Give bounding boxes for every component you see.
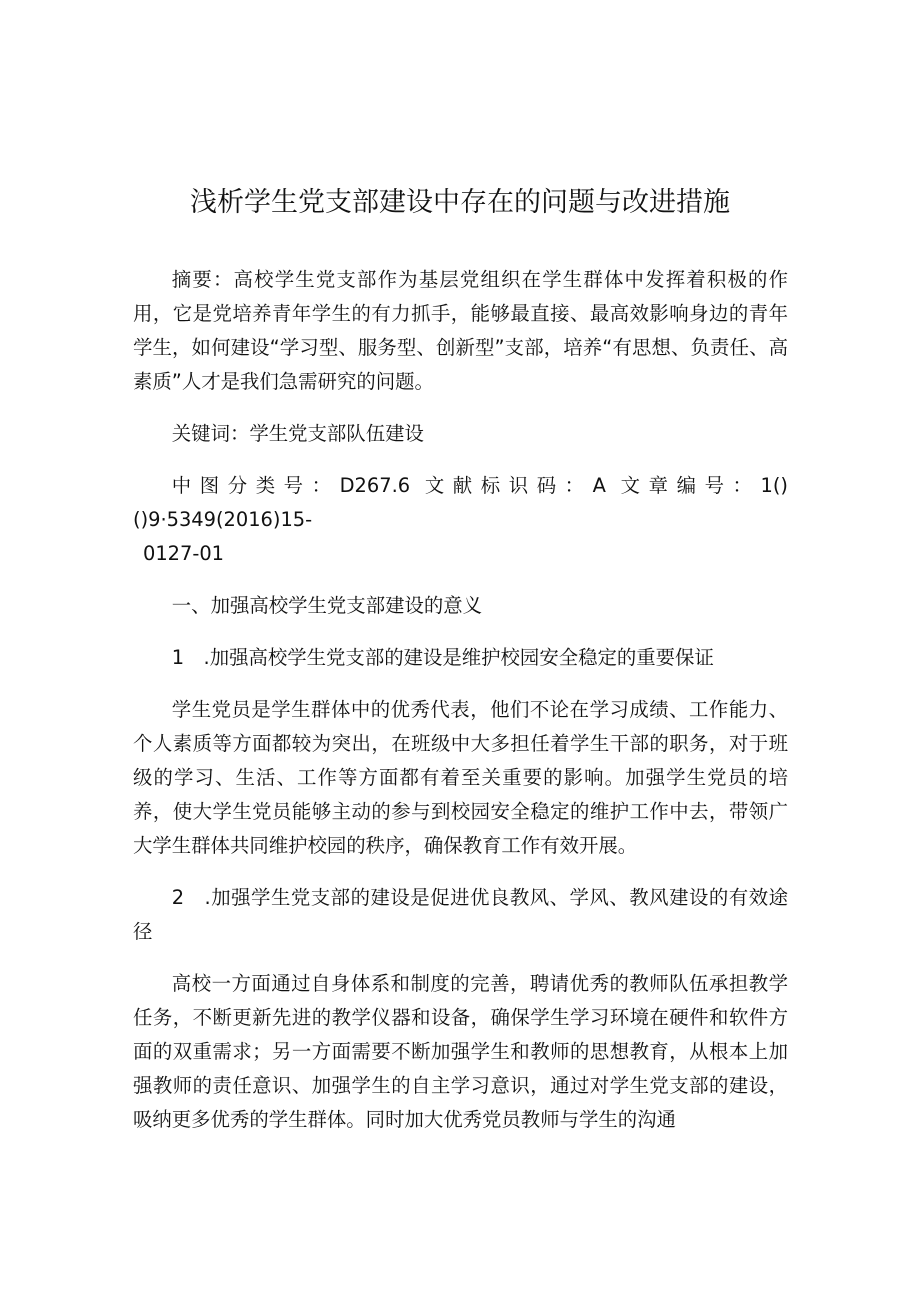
subsection-2-heading: 2 .加强学生党支部的建设是促进优良教风、学风、教风建设的有效途径 xyxy=(133,886,788,943)
section-1-heading: 一、加强高校学生党支部建设的意义 xyxy=(171,594,483,617)
classification-line-1: 中图分类号：D267.6 文献标识码：A 文章编号：1()()9·5349(2016)15- xyxy=(133,474,788,531)
classification-line-2: 0127-01 xyxy=(143,542,225,565)
document-body xyxy=(133,263,788,1155)
subsection-1-heading: 1 .加强高校学生党支部的建设是维护校园安全稳定的重要保证 xyxy=(171,646,714,669)
subsection-1-paragraph: 学生党员是学生群体中的优秀代表，他们不论在学习成绩、工作能力、个人素质等方面都较为突出，在班级中大多担任着学生干部的职务，对于班级的学习、生活、工作等方面都有着至关重要的影响。加强学生党员的培养，使大学生党员能够主动的参与到校园安全稳定的维护工作中去，带领广大学生群体共同维护校园的秩序，确保教育工作有效开展。 xyxy=(133,698,788,857)
abstract-paragraph: 摘要：高校学生党支部作为基层党组织在学生群体中发挥着积极的作用，它是党培养青年学生的有力抓手，能够最直接、最高效影响身边的青年学生，如何建设“学习型、服务型、创新型”支部，培养“有思想、负责任、高素质”人才是我们急需研究的问题。 xyxy=(133,268,788,393)
keywords-paragraph: 关键词：学生党支部队伍建设 xyxy=(171,422,424,445)
document-title: 浅析学生党支部建设中存在的问题与改进措施 xyxy=(190,187,730,219)
classification-paragraph xyxy=(133,469,788,571)
subsection-2-paragraph: 高校一方面通过自身体系和制度的完善，聘请优秀的教师队伍承担教学任务，不断更新先进的教学仪器和设备，确保学生学习环境在硬件和软件方面的双重需求；另一方面需要不断加强学生和教师的思想教育，从根本上加强教师的责任意识、加强学生的自主学习意识，通过对学生党支部的建设，吸纳更多优秀的学生群体。同时加大优秀党员教师与学生的沟通 xyxy=(133,972,788,1131)
